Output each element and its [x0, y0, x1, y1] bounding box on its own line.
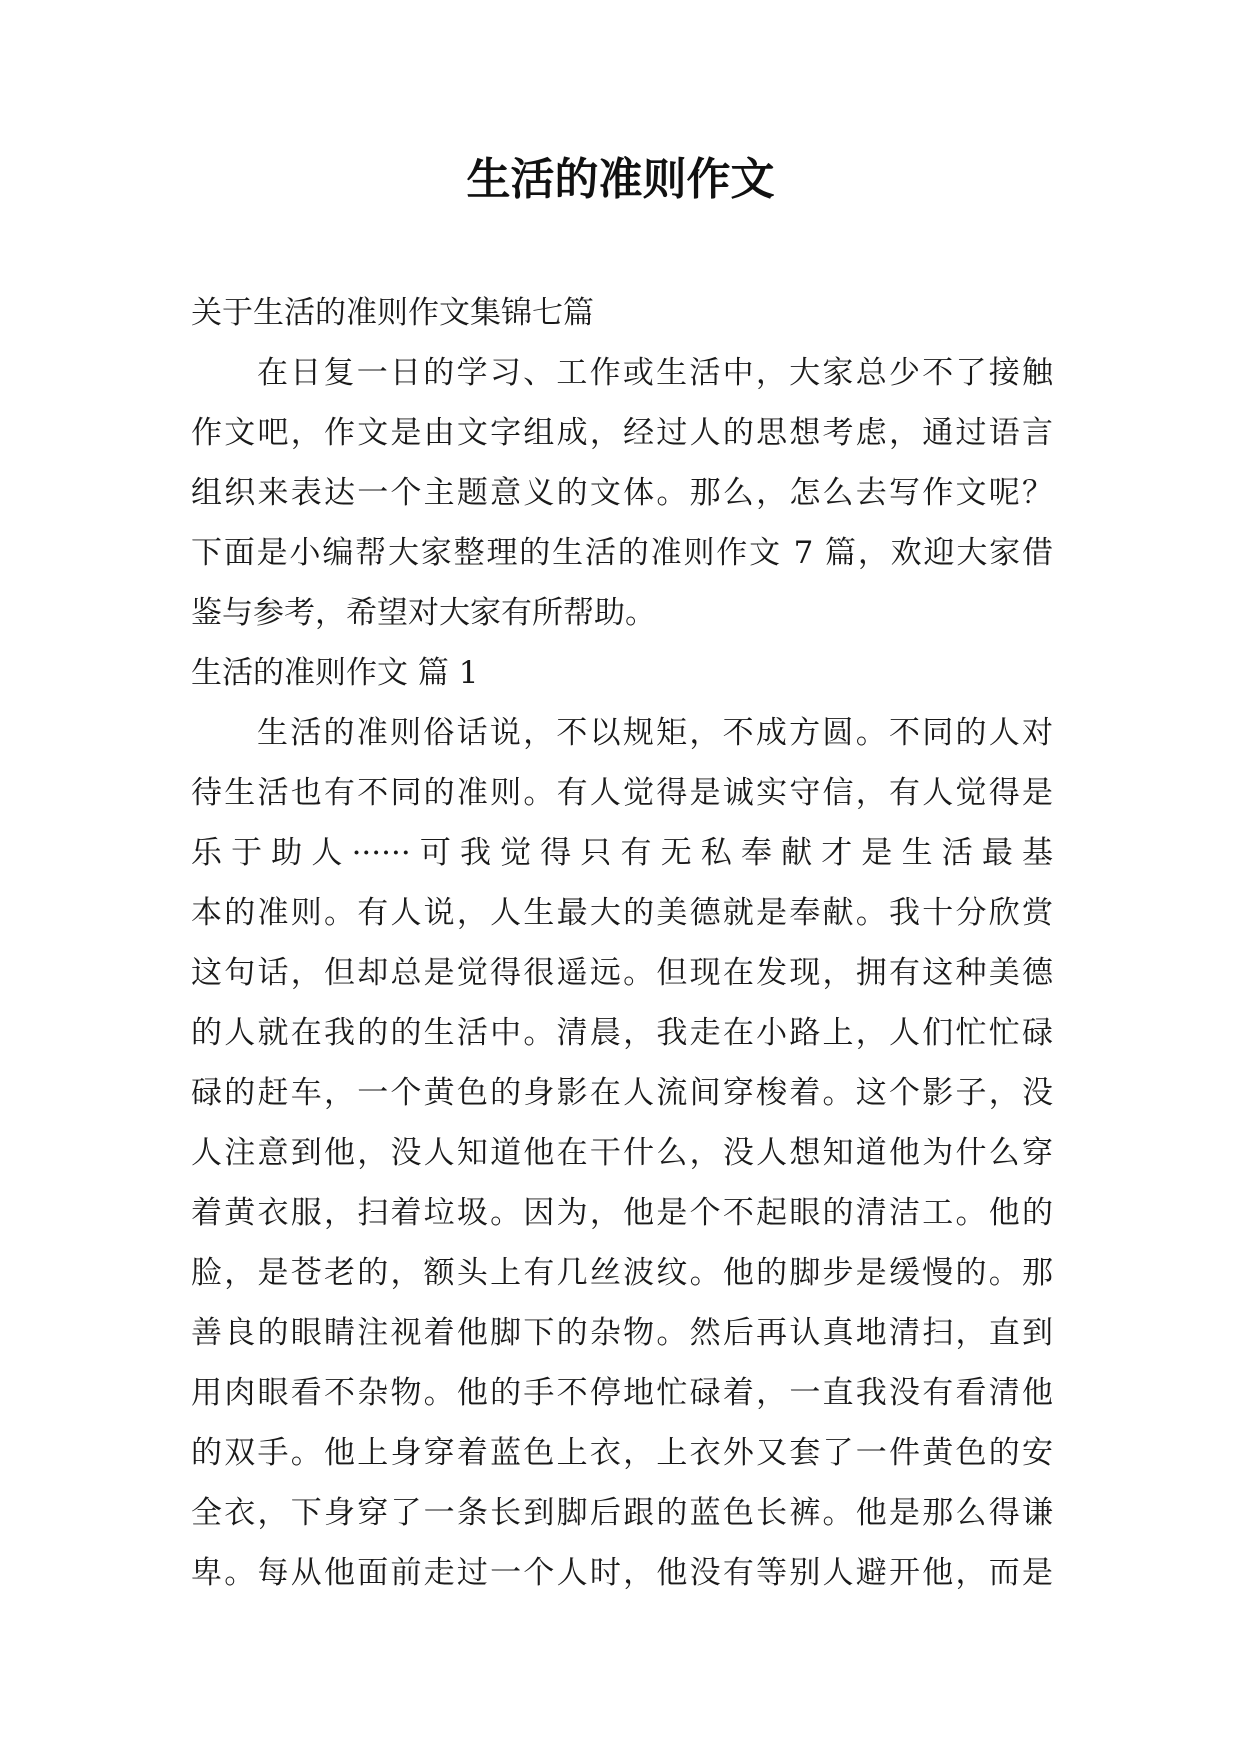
- paragraph-line: 作文吧，作文是由文字组成，经过人的思想考虑，通过语言: [191, 415, 1053, 451]
- paragraph-line: 脸，是苍老的，额头上有几丝波纹。他的脚步是缓慢的。那: [191, 1255, 1053, 1291]
- paragraph-line: 人注意到他，没人知道他在干什么，没人想知道他为什么穿: [191, 1135, 1053, 1171]
- paragraph-line: 这句话，但却总是觉得很遥远。但现在发现，拥有这种美德: [191, 955, 1053, 991]
- paragraph-line: 卑。每从他面前走过一个人时，他没有等别人避开他，而是: [191, 1555, 1053, 1591]
- paragraph-line: 生活的准则俗话说，不以规矩，不成方圆。不同的人对: [257, 715, 1053, 751]
- paragraph-line: 下面是小编帮大家整理的生活的准则作文 7 篇，欢迎大家借: [191, 535, 1053, 571]
- document-title: 生活的准则作文: [466, 154, 775, 205]
- document-body: [191, 283, 1053, 1603]
- paragraph-line: 善良的眼睛注视着他脚下的杂物。然后再认真地清扫，直到: [191, 1315, 1053, 1351]
- paragraph-line: 组织来表达一个主题意义的文体。那么，怎么去写作文呢？: [191, 475, 1053, 511]
- paragraph-line: 本的准则。有人说，人生最大的美德就是奉献。我十分欣赏: [191, 895, 1053, 931]
- paragraph-line: 乐于助人······可我觉得只有无私奉献才是生活最基: [191, 835, 1053, 871]
- essay-paragraph: [191, 703, 1053, 1603]
- paragraph-line: 的双手。他上身穿着蓝色上衣，上衣外又套了一件黄色的安: [191, 1435, 1053, 1471]
- paragraph-line: 着黄衣服，扫着垃圾。因为，他是个不起眼的清洁工。他的: [191, 1195, 1053, 1231]
- paragraph-line: 待生活也有不同的准则。有人觉得是诚实守信，有人觉得是: [191, 775, 1053, 811]
- paragraph-line: 在日复一日的学习、工作或生活中，大家总少不了接触: [257, 355, 1053, 391]
- section-heading: 生活的准则作文 篇 1: [191, 655, 479, 691]
- paragraph-line: 鉴与参考，希望对大家有所帮助。: [191, 595, 656, 631]
- paragraph-line: 的人就在我的的生活中。清晨，我走在小路上，人们忙忙碌: [191, 1015, 1053, 1051]
- paragraph-line: 用肉眼看不杂物。他的手不停地忙碌着，一直我没有看清他: [191, 1375, 1053, 1411]
- paragraph-line: 碌的赶车，一个黄色的身影在人流间穿梭着。这个影子，没: [191, 1075, 1053, 1111]
- collection-subtitle: 关于生活的准则作文集锦七篇: [191, 295, 594, 331]
- intro-paragraph: [191, 343, 1053, 643]
- paragraph-line: 全衣，下身穿了一条长到脚后跟的蓝色长裤。他是那么得谦: [191, 1495, 1053, 1531]
